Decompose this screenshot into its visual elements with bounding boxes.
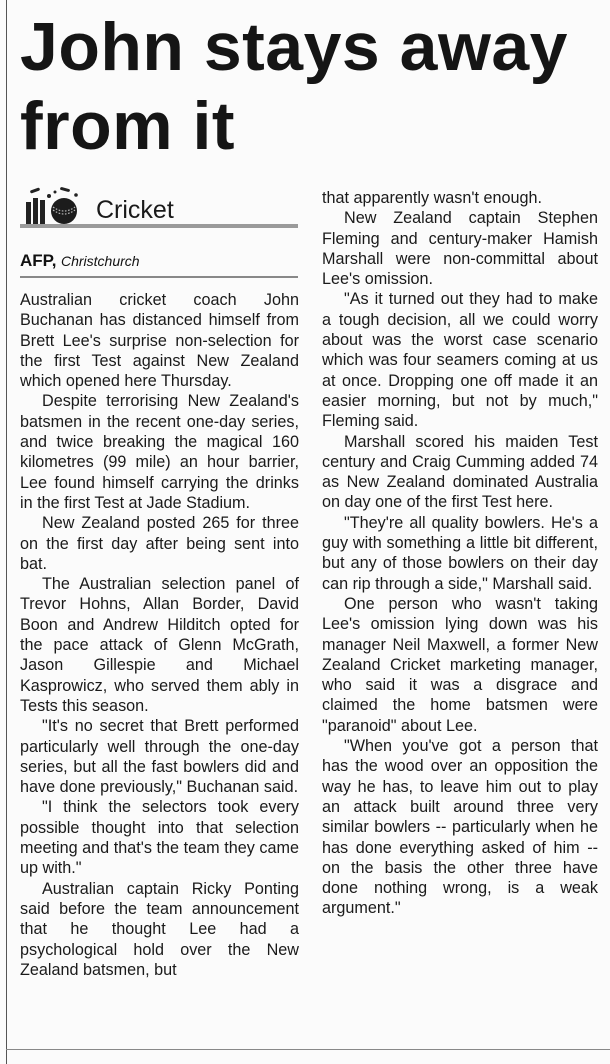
- paragraph: "When you've got a person that has the wood over an opposition the way he has, to leave him out to play an attack built around three very similar bowlers -- particularly when he has done everything asked of him -- on the basis the other three have done nothing wrong, is a weak argument.": [322, 737, 598, 918]
- paragraph: "They're all quality bowlers. He's a guy with something a little bit different, but any of those bowlers on their day can rip through a side," Marshall said.: [322, 513, 598, 593]
- paragraph: Australian captain Ricky Ponting said before the team announcement that he thought Lee had a psychological hold over the New Zealand batsmen, but: [20, 879, 299, 979]
- headline: [20, 8, 605, 166]
- cricket-stumps-ball-icon: [22, 186, 94, 226]
- byline-agency: AFP,: [20, 251, 57, 270]
- paragraph: One person who wasn't taking Lee's omission lying down was his manager Neil Maxwell, a former New Zealand Cricket marketing manager, who said it was a disgrace and claimed the home batsmen were "paranoid" about Lee.: [322, 594, 598, 735]
- headline-line-1: John stays away: [20, 9, 568, 85]
- byline-place: Christchurch: [61, 253, 140, 269]
- paragraph: "It's no secret that Brett performed particularly well through the one-day series, but all the fast bowlers did and have done previously," Buchanan said.: [20, 717, 299, 797]
- byline-rule: [20, 276, 298, 278]
- paragraph: New Zealand posted 265 for three on the first day after being sent into bat.: [20, 514, 299, 573]
- bottom-rule: [6, 1049, 610, 1050]
- section-rule: [20, 224, 298, 228]
- paragraph: New Zealand captain Stephen Fleming and century-maker Hamish Marshall were non-committal about Lee's omission.: [322, 209, 598, 289]
- paragraph: "As it turned out they had to make a tough decision, all we could worry about was the worst case scenario which was four seamers coming at us at once. Dropping one off made it an easier morning, but not by much," Fleming said.: [322, 290, 598, 431]
- paragraph: Australian cricket coach John Buchanan has distanced himself from Brett Lee's surprise non-selection for the first Test against New Zealand which opened here Thursday.: [20, 291, 299, 391]
- paragraph-continued: that apparently wasn't enough.: [322, 189, 542, 207]
- section-tag: [20, 186, 298, 232]
- paragraph: The Australian selection panel of Trevor Hohns, Allan Border, David Boon and Andrew Hilditch opted for the pace attack of Glenn McGrath, Jason Gillespie and Michael Kasprowicz, who served them ably in Tests this season.: [20, 575, 299, 715]
- paragraph: "I think the selectors took every possible thought into that selection meeting and that's the team they came up with.": [20, 798, 299, 878]
- paragraph: Despite terrorising New Zealand's batsmen in the recent one-day series, and twice breaking the magical 160 kilometres (99 mile) an hour barrier, Lee found himself carrying the drinks in the first Test at Jade Stadium.: [20, 392, 299, 512]
- right-column: [322, 188, 598, 919]
- section-label: Cricket: [96, 196, 174, 224]
- byline: [20, 250, 298, 273]
- paragraph: Marshall scored his maiden Test century and Craig Cumming added 74 as New Zealand dominated Australia on day one of the first Test here.: [322, 432, 598, 512]
- left-border-rule: [6, 0, 7, 1064]
- left-column: [20, 290, 299, 980]
- headline-line-2: from it: [20, 88, 236, 164]
